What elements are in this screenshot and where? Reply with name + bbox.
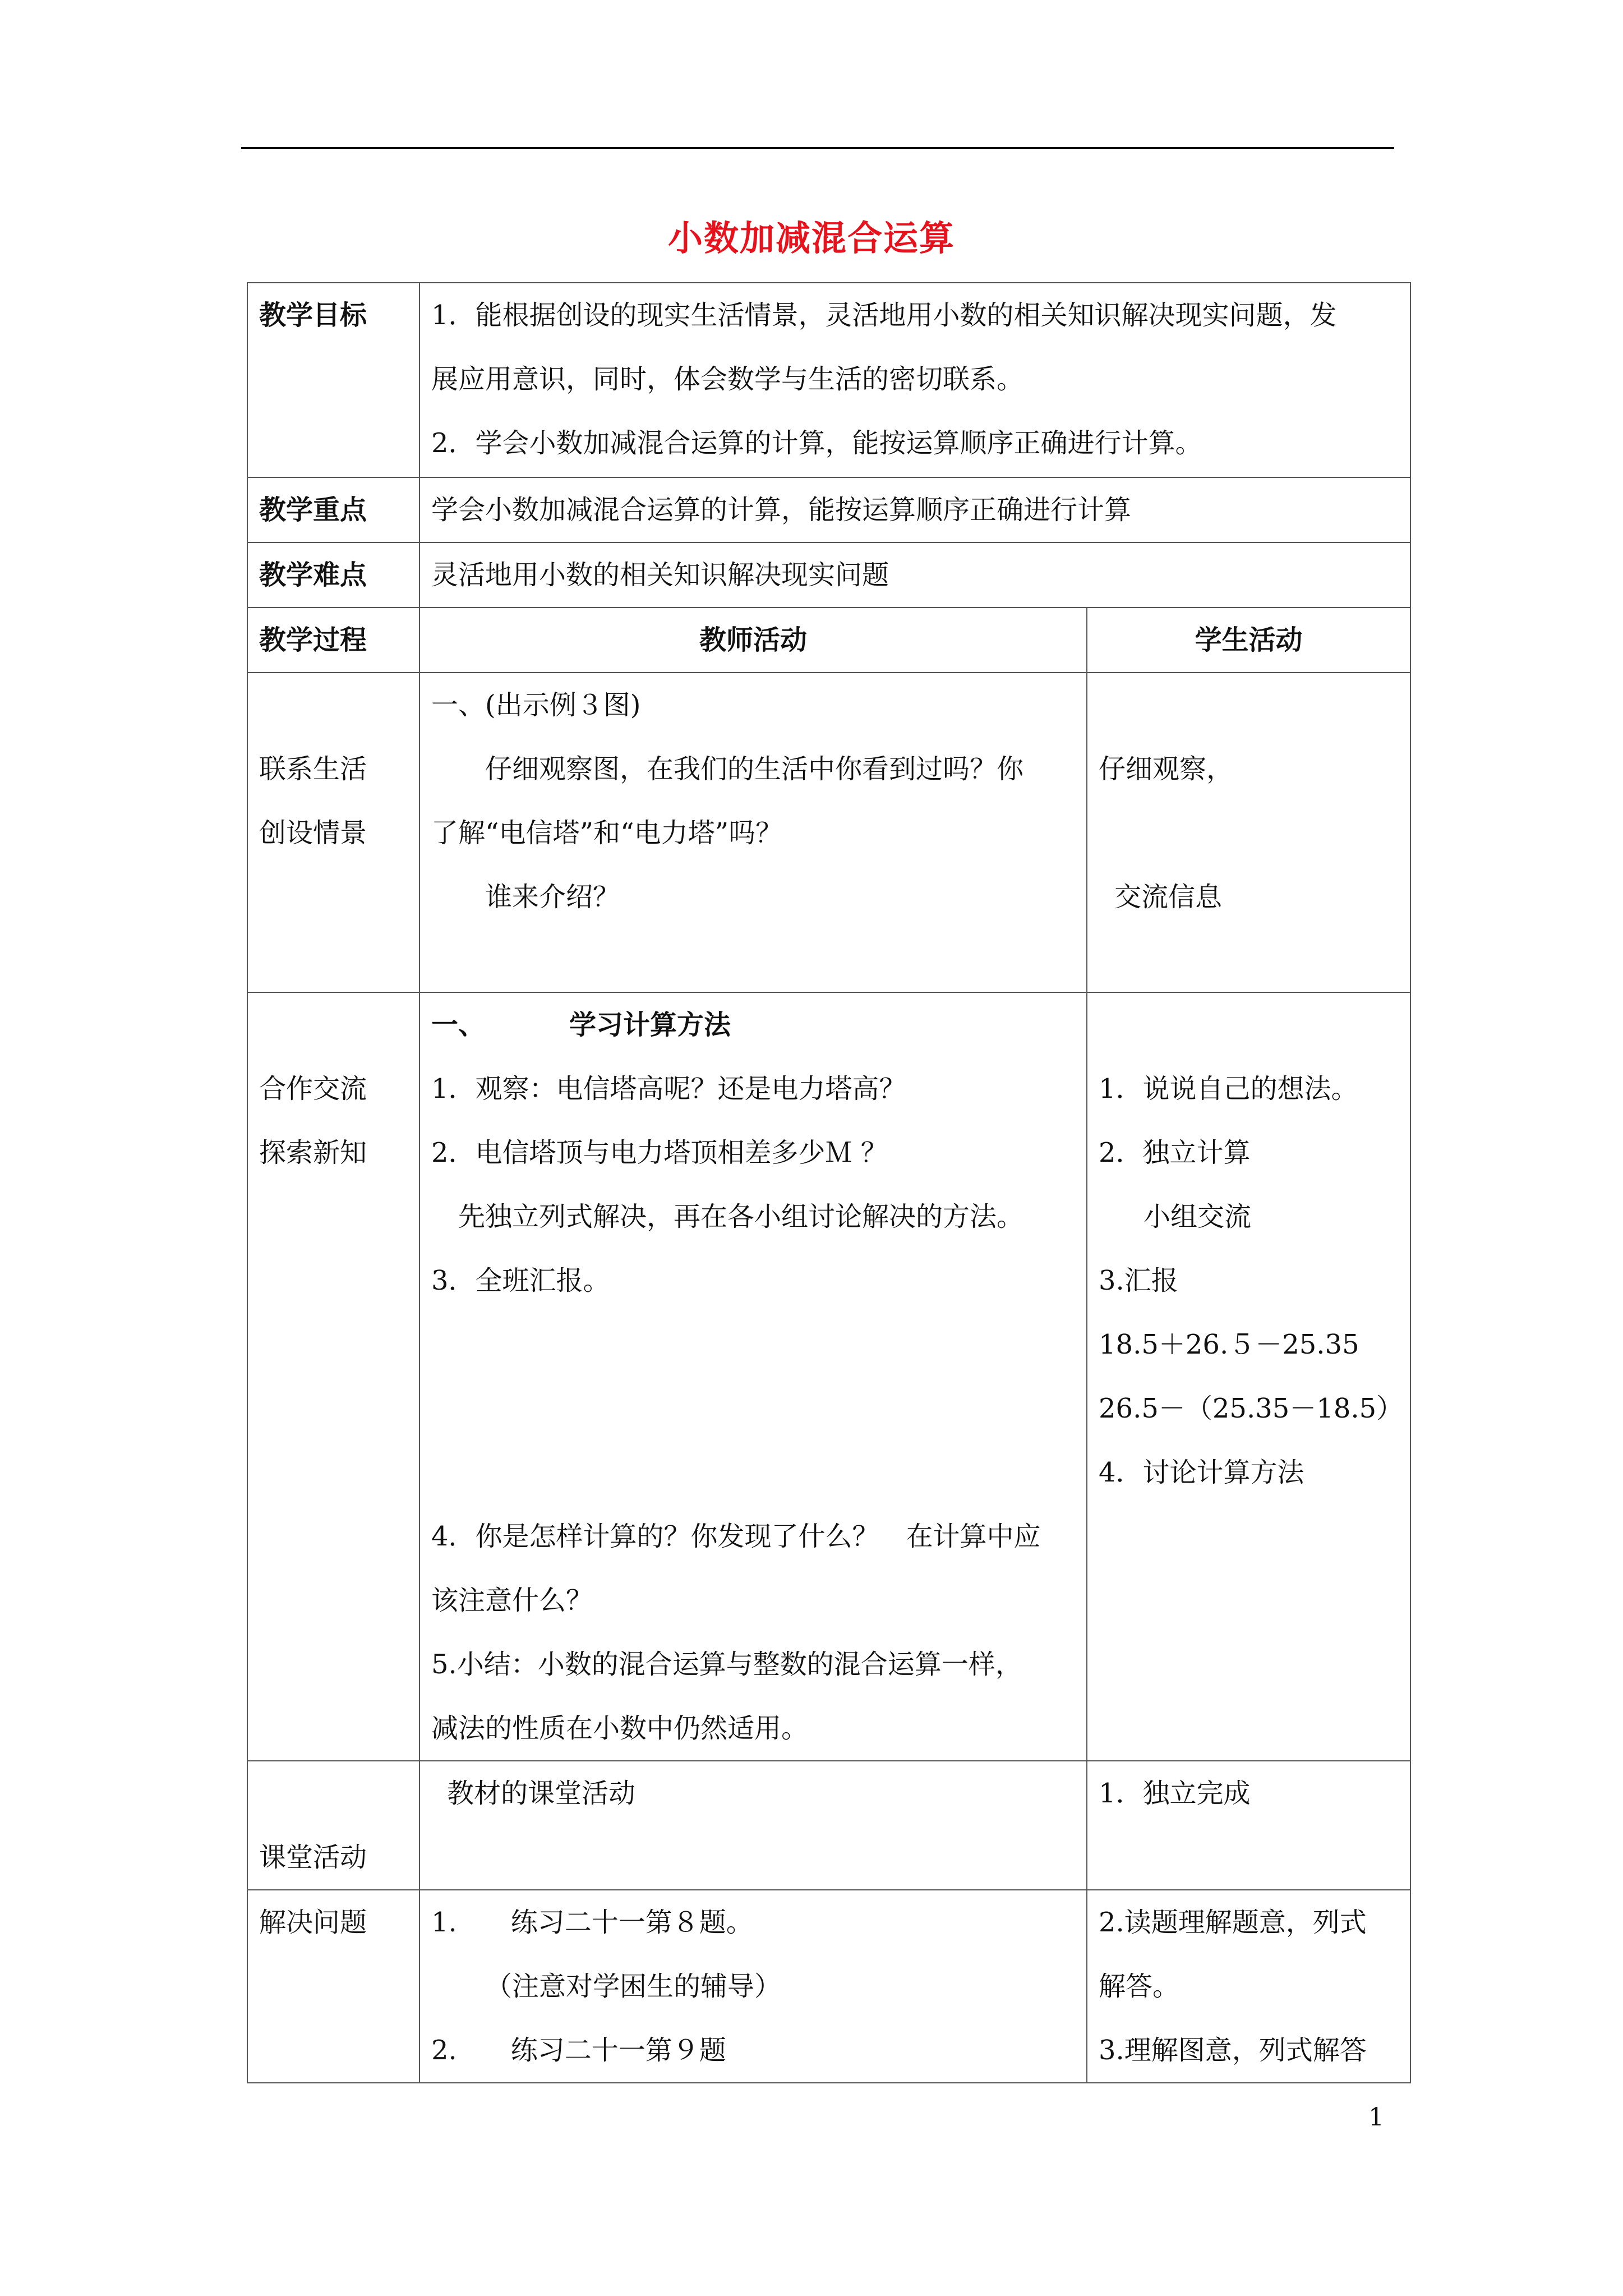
- student-line: 小组交流: [1144, 1201, 1252, 1232]
- stage-context-student: [1087, 673, 1410, 992]
- stage-classroom-teacher: 教材的课堂活动: [419, 1761, 1087, 1890]
- teacher-heading-text: 学习计算方法: [569, 1009, 731, 1041]
- objective-line: 1．能根据创设的现实生活情景，灵活地用小数的相关知识解决现实问题，发: [431, 300, 1337, 331]
- lesson-plan-table: [247, 282, 1411, 2083]
- label-key-points: 教学重点: [247, 477, 419, 542]
- student-line: 交流信息: [1114, 881, 1223, 913]
- row-key-points: [247, 477, 1410, 542]
- teacher-line: 5.小结：小数的混合运算与整数的混合运算一样，: [431, 1649, 1022, 1680]
- student-line: 解答。: [1099, 1971, 1180, 2002]
- teacher-heading: [431, 993, 1075, 1057]
- document-title: 小数加减混合运算: [667, 218, 955, 259]
- key-points-content: 学会小数加减混合运算的计算，能按运算顺序正确进行计算: [419, 477, 1410, 542]
- teacher-line: 4．你是怎样计算的？你发现了什么？ 在计算中应: [431, 1521, 1041, 1552]
- student-line: 1．说说自己的想法。: [1099, 1073, 1358, 1105]
- teacher-line: 3．全班汇报。: [431, 1265, 610, 1296]
- student-line: 3.汇报: [1099, 1265, 1178, 1296]
- header-teacher-activity: 教师活动: [419, 608, 1087, 673]
- label-stage-context: [247, 673, 419, 992]
- row-objectives: [247, 283, 1410, 477]
- label-objectives: 教学目标: [247, 283, 419, 477]
- label-process: 教学过程: [247, 608, 419, 673]
- label-stage-explore: [247, 992, 419, 1761]
- teacher-line: 一、(出示例３图): [431, 689, 641, 721]
- student-line: 2.读题理解题意，列式: [1099, 1907, 1367, 1938]
- label-difficulties: 教学难点: [247, 542, 419, 608]
- row-stage-context: [247, 673, 1410, 992]
- teacher-line: 了解“电信塔”和“电力塔”吗？: [431, 817, 783, 849]
- row-stage-classroom: [247, 1761, 1410, 1890]
- stage-context-teacher: [419, 673, 1087, 992]
- teacher-line: 谁来介绍？: [485, 881, 620, 913]
- stage-solve-teacher: [419, 1890, 1087, 2083]
- objective-line: 2．学会小数加减混合运算的计算，能按运算顺序正确进行计算。: [431, 427, 1202, 459]
- stage-label-line: 探索新知: [259, 1137, 367, 1168]
- row-stage-solve: [247, 1890, 1410, 2083]
- teacher-line: 2．电信塔顶与电力塔顶相差多少Ｍ ？: [431, 1137, 888, 1168]
- label-stage-solve: 解决问题: [247, 1890, 419, 2083]
- row-difficulties: [247, 542, 1410, 608]
- student-line: 4．讨论计算方法: [1099, 1457, 1304, 1488]
- stage-label-line: 创设情景: [259, 817, 367, 849]
- teacher-line: 该注意什么？: [431, 1585, 593, 1616]
- row-stage-explore: [247, 992, 1410, 1761]
- student-line: 18.5＋26.５－25.35: [1099, 1329, 1359, 1360]
- stage-solve-student: [1087, 1890, 1410, 2083]
- teacher-line: 1. 练习二十一第８题。: [431, 1907, 753, 1938]
- difficulties-content: 灵活地用小数的相关知识解决现实问题: [419, 542, 1410, 608]
- objective-line: 展应用意识，同时，体会数学与生活的密切联系。: [431, 364, 1024, 395]
- student-line: 2．独立计算: [1099, 1137, 1251, 1168]
- student-line: 3.理解图意，列式解答: [1099, 2035, 1367, 2066]
- objectives-content: [419, 283, 1410, 477]
- stage-classroom-student: 1．独立完成: [1087, 1761, 1410, 1890]
- teacher-line: 1．观察：电信塔高呢？还是电力塔高？: [431, 1073, 906, 1105]
- stage-label-line: 联系生活: [259, 753, 367, 785]
- teacher-line: （注意对学困生的辅导）: [485, 1971, 782, 2002]
- label-stage-classroom: 课堂活动: [247, 1761, 419, 1890]
- teacher-line: 2. 练习二十一第９题: [431, 2035, 726, 2066]
- stage-explore-student: [1087, 992, 1410, 1761]
- student-line: 仔细观察，: [1099, 753, 1234, 785]
- stage-explore-teacher: [419, 992, 1087, 1761]
- teacher-heading-number: 一、: [431, 1009, 486, 1041]
- header-student-activity: 学生活动: [1087, 608, 1410, 673]
- teacher-line: 仔细观察图，在我们的生活中你看到过吗？你: [485, 753, 1024, 785]
- header-rule: [241, 147, 1394, 149]
- row-process-header: [247, 608, 1410, 673]
- teacher-line: 减法的性质在小数中仍然适用。: [431, 1713, 809, 1744]
- student-line: 26.5－（25.35－18.5）: [1099, 1393, 1404, 1424]
- teacher-line: 先独立列式解决，再在各小组讨论解决的方法。: [458, 1201, 1024, 1232]
- page-number: 1: [1368, 2103, 1384, 2132]
- stage-label-line: 合作交流: [259, 1073, 367, 1105]
